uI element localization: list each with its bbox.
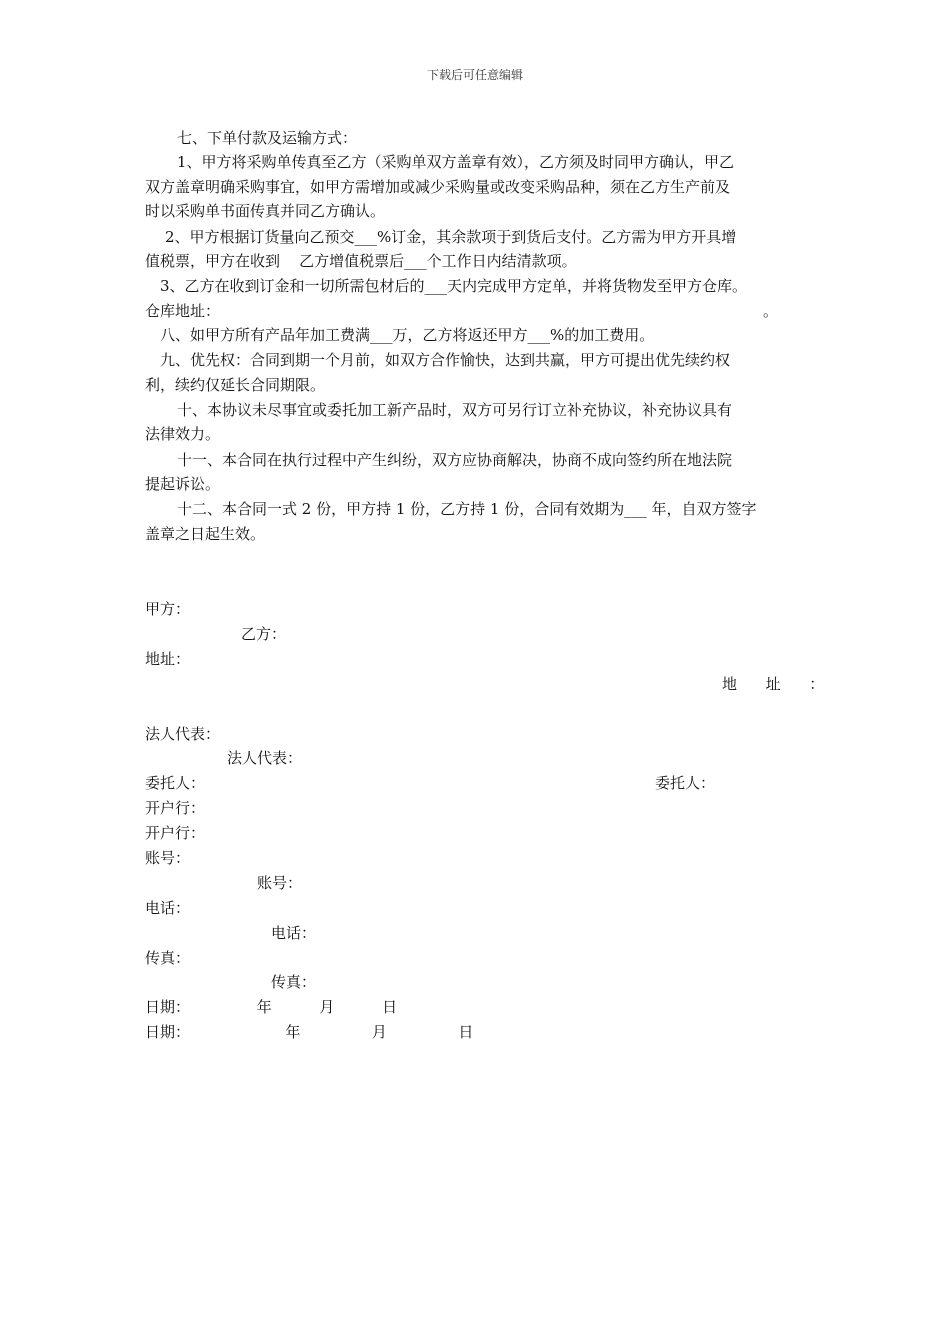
section-12-line-1: 十二、本合同一式 2 份，甲方持 1 份，乙方持 1 份，合同有效期为___ 年，自双方签字	[177, 500, 757, 518]
section-7-item-2-line-2: 值税票，甲方在收到 乙方增值税票后___个工作日内结清款项。	[145, 252, 577, 270]
section-7-item-3-line-1: 3、乙方在收到订金和一切所需包材后的___天内完成甲方定单，并将货物发至甲方仓库。	[160, 277, 748, 295]
address-b-label: 地 址 ：	[722, 675, 825, 693]
header-note: 下载后可任意编辑	[426, 68, 523, 82]
address-a-label: 地址：	[145, 650, 191, 668]
section-9-line-2: 利，续约仅延长合同期限。	[145, 376, 326, 394]
fax-b-label: 传真：	[271, 973, 317, 991]
date-a-line: 日期： 年 月 日	[145, 998, 398, 1016]
warehouse-address-end: 。	[763, 302, 779, 320]
party-a-label: 甲方：	[145, 600, 191, 618]
section-11-line-2: 提起诉讼。	[145, 475, 221, 493]
fax-a-label: 传真：	[145, 949, 191, 967]
date-b-line: 日期： 年 月 日	[145, 1023, 474, 1041]
section-11-line-1: 十一、本合同在执行过程中产生纠纷，双方应协商解决，协商不成向签约所在地法院	[177, 451, 733, 469]
party-b-label: 乙方：	[241, 625, 287, 643]
phone-a-label: 电话：	[145, 899, 191, 917]
section-7-item-2-line-1: 2、甲方根据订货量向乙预交___%订金，其余款项于到货后支付。乙方需为甲方开具增	[165, 228, 737, 246]
bank-b-label: 开户行：	[145, 824, 206, 842]
agent-a-label: 委托人：	[145, 774, 206, 792]
section-8: 八、如甲方所有产品年加工费满___万，乙方将返还甲方___%的加工费用。	[160, 326, 655, 344]
account-b-label: 账号：	[257, 874, 303, 892]
section-7-item-1-line-2: 双方盖章明确采购事宜，如甲方需增加或减少采购量或改变采购品种，须在乙方生产前及	[145, 178, 731, 196]
section-7-item-1-line-1: 1、甲方将采购单传真至乙方（采购单双方盖章有效），乙方须及时同甲方确认，甲乙	[177, 153, 735, 171]
section-9-line-1: 九、优先权：合同到期一个月前，如双方合作愉快，达到共赢，甲方可提出优先续约权	[160, 351, 731, 369]
legal-rep-b-label: 法人代表：	[227, 749, 303, 767]
bank-a-label: 开户行：	[145, 799, 206, 817]
section-7-title: 七、下单付款及运输方式：	[177, 129, 358, 147]
warehouse-address-label: 仓库地址：	[145, 302, 221, 320]
phone-b-label: 电话：	[271, 924, 317, 942]
account-a-label: 账号：	[145, 849, 191, 867]
legal-rep-a-label: 法人代表：	[145, 725, 221, 743]
agent-b-label: 委托人：	[655, 774, 716, 792]
section-7-item-1-line-3: 时以采购单书面传真并同乙方确认。	[145, 202, 386, 220]
section-12-line-2: 盖章之日起生效。	[145, 525, 266, 543]
section-10-line-1: 十、本协议未尽事宜或委托加工新产品时，双方可另行订立补充协议，补充协议具有	[177, 401, 733, 419]
section-10-line-2: 法律效力。	[145, 425, 221, 443]
